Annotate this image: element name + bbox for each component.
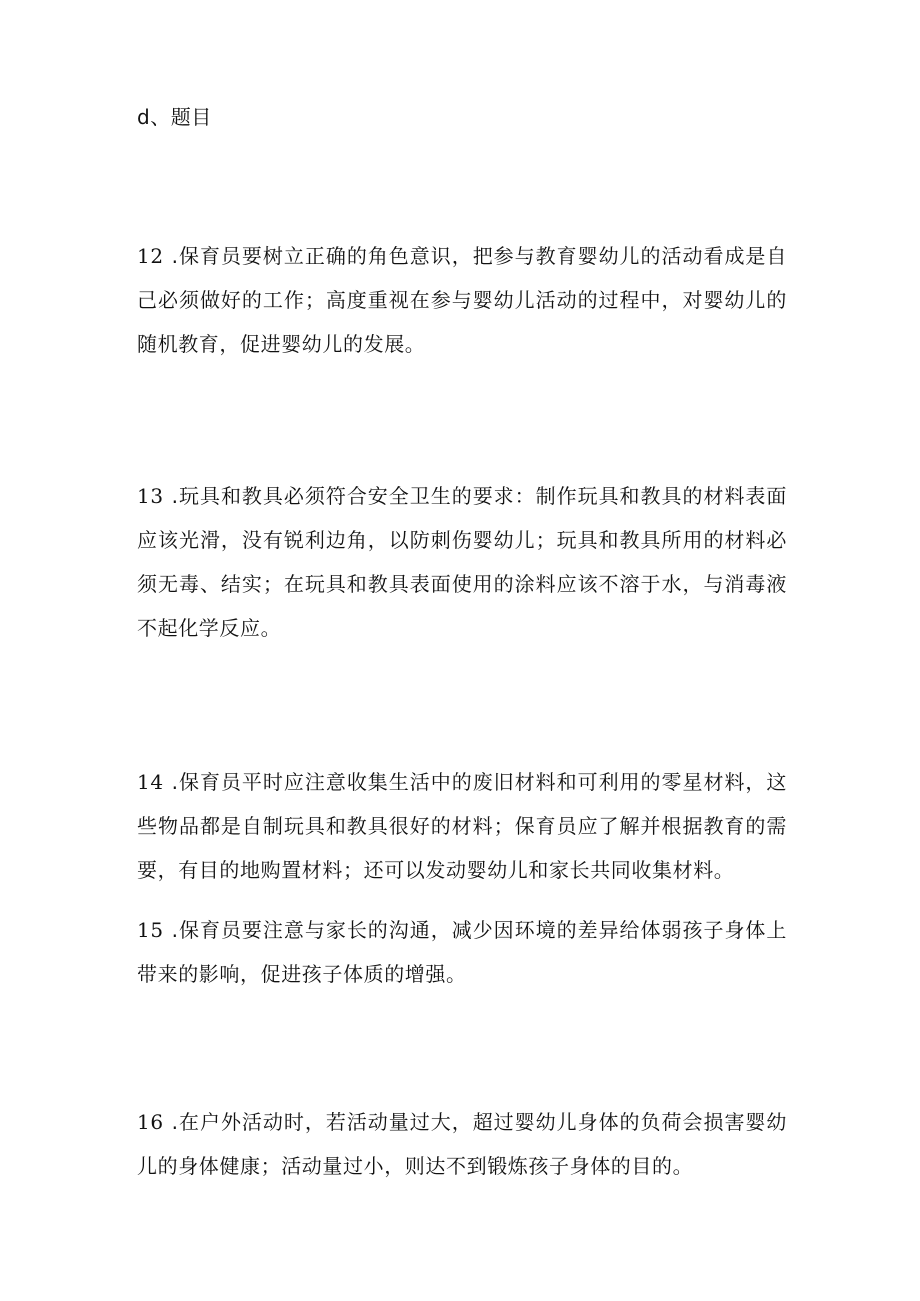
section-heading: d、题目 [137, 105, 212, 129]
item-number: 15 [137, 918, 164, 942]
item-number: 13 [137, 484, 164, 508]
item-number: 14 [137, 770, 164, 794]
item-text: .保育员要注意与家长的沟通，减少因环境的差异给体弱孩子身体上带来的影响，促进孩子体质的增强。 [137, 918, 787, 986]
item-text: .玩具和教具必须符合安全卫生的要求：制作玩具和教具的材料表面应该光滑，没有锐利边角，以防刺伤婴幼儿；玩具和教具所用的材料必须无毒、结实；在玩具和教具表面使用的涂料应该不溶于水，与消毒液不起化学反应。 [137, 484, 787, 640]
item-14 [137, 760, 787, 892]
item-number: 16 [137, 1110, 164, 1134]
item-text: .在户外活动时，若活动量过大，超过婴幼儿身体的负荷会损害婴幼儿的身体健康；活动量过小，则达不到锻炼孩子身体的目的。 [137, 1110, 787, 1178]
item-12 [137, 234, 787, 366]
item-number: 12 [137, 244, 164, 268]
item-text: .保育员平时应注意收集生活中的废旧材料和可利用的零星材料，这些物品都是自制玩具和教具很好的材料；保育员应了解并根据教育的需要，有目的地购置材料；还可以发动婴幼儿和家长共同收集材料。 [137, 770, 787, 882]
item-13 [137, 474, 787, 650]
item-16 [137, 1100, 787, 1188]
item-15 [137, 908, 787, 996]
item-text: .保育员要树立正确的角色意识，把参与教育婴幼儿的活动看成是自己必须做好的工作；高度重视在参与婴幼儿活动的过程中，对婴幼儿的随机教育，促进婴幼儿的发展。 [137, 244, 787, 356]
